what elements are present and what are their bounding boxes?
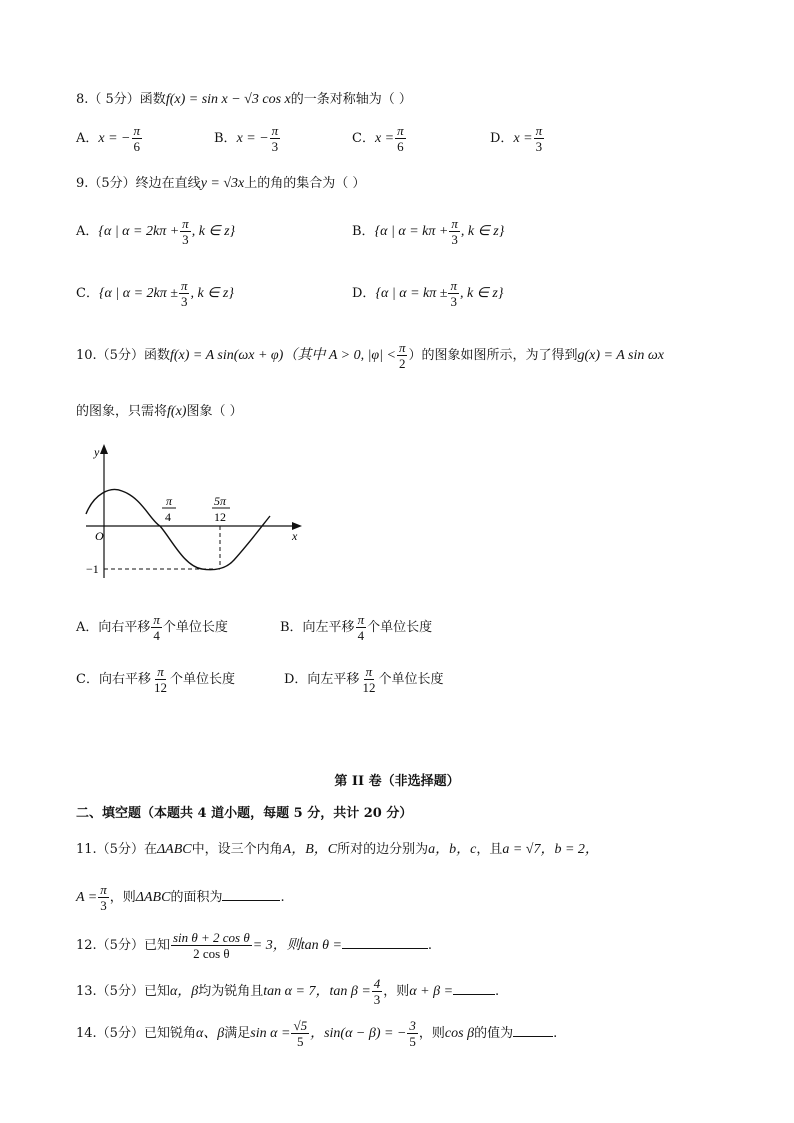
q10-option-b[interactable]: B．向左平移 $\frac{\pi}{4}$ 个单位长度 bbox=[280, 612, 433, 643]
section-title: 第 II 卷（非选择题） bbox=[334, 774, 460, 789]
question-8-stem: 8.（ 5分）函数f(x) = sin x − √3 cos x的一条对称轴为（ ） bbox=[76, 92, 412, 107]
q8-option-d[interactable]: D．x = $\frac{\pi}{3}$ bbox=[490, 123, 543, 154]
q9-option-a[interactable]: A．{α | α = 2kπ + $\frac{\pi}{3}$ , k ∈ z} bbox=[76, 216, 236, 247]
q13-answer-blank[interactable] bbox=[453, 994, 495, 995]
question-11-line1: 11.（5分）在ΔABC中，设三个内角A，B，C所对的边分别为a，b，c，且a = √7，b = 2， bbox=[76, 842, 599, 857]
q11-answer-blank[interactable] bbox=[222, 900, 280, 901]
q12-answer-blank[interactable] bbox=[342, 948, 428, 949]
question-12: 12.（5分）已知 $\frac{\text{sin θ + 2 cos θ}}{\text{2 cos θ}}$ = 3，则tan θ = . bbox=[76, 930, 433, 961]
y-tick-minus-one: −1 bbox=[86, 562, 99, 576]
mark-5pi-over-12-den: 12 bbox=[214, 510, 226, 524]
y-axis-arrow bbox=[100, 444, 108, 454]
mark-pi-over-4-den: 4 bbox=[165, 510, 171, 524]
question-14: 14.（5分）已知锐角α、β满足sin α = $\frac{√5}{5}$ ，sin(α − β) = − $\frac{3}{5}$ ，则cos β的值为 . bbox=[76, 1018, 558, 1049]
q10-option-d[interactable]: D．向左平移 $\frac{\pi}{12}$ 个单位长度 bbox=[284, 664, 444, 695]
question-9-stem: 9.（5分）终边在直线y = √3x上的角的集合为（ ） bbox=[76, 176, 366, 191]
q8-formula: f(x) = sin x − √3 cos x bbox=[165, 92, 291, 107]
x-axis-label: x bbox=[292, 529, 298, 543]
origin-label: O bbox=[95, 529, 104, 543]
section-heading: 二、填空题（本题共 4 道小题，每题 5 分，共计 20 分） bbox=[76, 806, 413, 821]
question-10-stem-line2: 的图象，只需将f(x)图象（ ） bbox=[76, 404, 243, 419]
question-13: 13.（5分）已知α，β均为锐角且tan α = 7，tan β = $\frac{4}{3}$ ，则α + β = . bbox=[76, 976, 500, 1007]
question-11-line2: A = $\frac{\pi}{3}$ ，则ΔABC的面积为 . bbox=[76, 882, 285, 913]
y-axis-label: y bbox=[94, 445, 100, 459]
mark-pi-over-4-num: π bbox=[166, 494, 173, 508]
q10-sine-graph bbox=[80, 440, 310, 585]
q9-option-d[interactable]: D．{α | α = kπ ± $\frac{\pi}{3}$ , k ∈ z} bbox=[352, 278, 504, 309]
sine-curve bbox=[86, 490, 270, 570]
q10-option-c[interactable]: C．向右平移 $\frac{\pi}{12}$ 个单位长度 bbox=[76, 664, 235, 695]
q8-option-a[interactable]: A．x = − $\frac{\pi}{6}$ bbox=[76, 123, 141, 154]
q14-answer-blank[interactable] bbox=[513, 1036, 553, 1037]
q8-option-c[interactable]: C．x = $\frac{\pi}{6}$ bbox=[352, 123, 404, 154]
q10-option-a[interactable]: A．向右平移 $\frac{\pi}{4}$ 个单位长度 bbox=[76, 612, 228, 643]
question-10-stem: 10.（5分）函数f(x) = A sin(ωx + φ)（其中 A > 0, |φ| < $\frac{\pi}{2}$ ）的图象如图所示，为了得到g(x) = A sin ωx bbox=[76, 340, 664, 371]
q9-option-c[interactable]: C．{α | α = 2kπ ± $\frac{\pi}{3}$ , k ∈ z} bbox=[76, 278, 234, 309]
mark-5pi-over-12-num: 5π bbox=[214, 494, 227, 508]
q8-option-b[interactable]: B．x = − $\frac{\pi}{3}$ bbox=[214, 123, 279, 154]
q9-option-b[interactable]: B．{α | α = kπ + $\frac{\pi}{3}$ , k ∈ z} bbox=[352, 216, 505, 247]
